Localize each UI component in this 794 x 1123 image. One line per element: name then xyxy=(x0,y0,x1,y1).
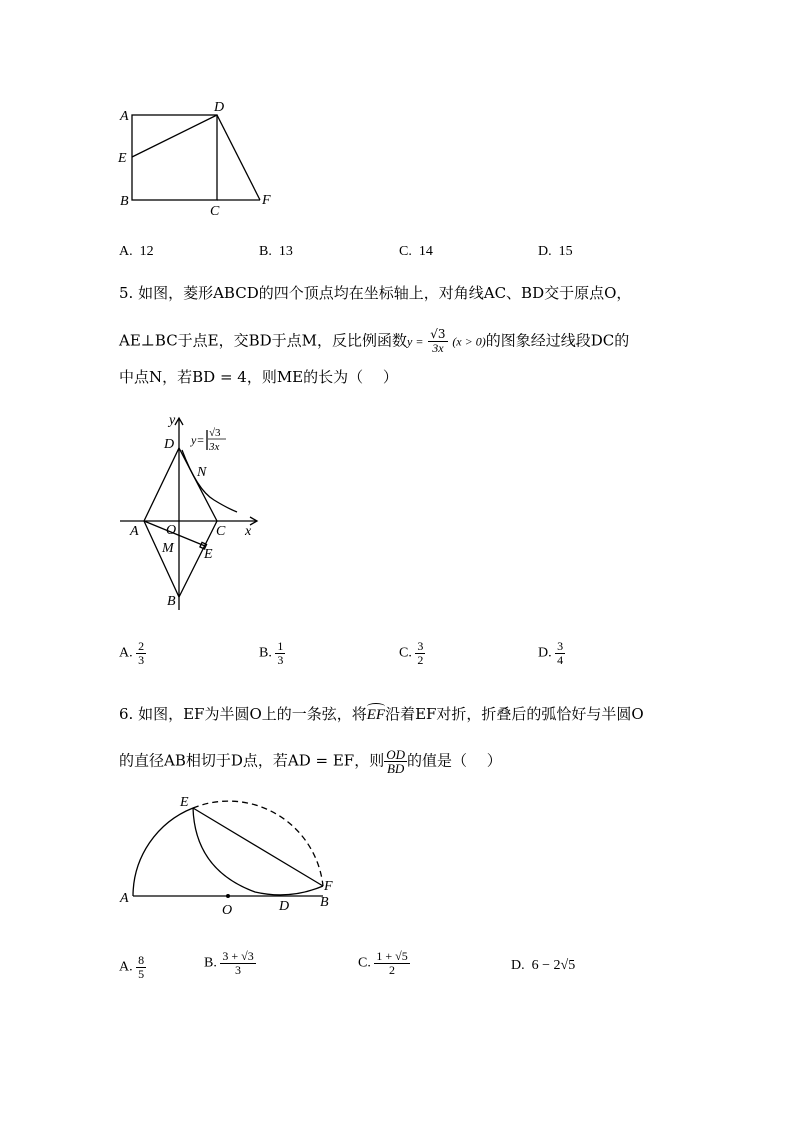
q5-line1: 5. 如图，菱形ABCD的四个顶点均在坐标轴上，对角线AC、BD交于原点O， xyxy=(119,284,632,302)
label-d: D xyxy=(214,100,225,115)
label-o: O xyxy=(222,903,233,915)
label-o: O xyxy=(166,523,177,538)
q5-line3: 中点N，若BD = 4，则ME的长为（ ） xyxy=(119,368,398,386)
label-a: A xyxy=(120,891,129,906)
q6-line1: 6. 如图，EF为半圆O上的一条弦，将 EF沿着EF对折，折叠后的弧恰好与半圆O xyxy=(119,705,644,723)
label-e: E xyxy=(118,151,127,166)
label-x-axis: x xyxy=(245,524,252,539)
label-d: D xyxy=(164,437,175,452)
q5-option-a: A. $\frac{2}{3}$ xyxy=(119,639,145,667)
label-n: N xyxy=(197,465,207,480)
func-label-y: y= xyxy=(191,433,205,447)
label-e: E xyxy=(180,795,189,810)
q6-line2: 的直径AB相切于D点，若AD = EF，则 $\frac{OD}{BD}$ 的值是（ ） xyxy=(119,747,502,776)
label-c: C xyxy=(216,524,226,539)
q5-option-c: C. $\frac{3}{2}$ xyxy=(399,639,424,667)
q5-line2: AE⊥BC于点E，交BD于点M，反比例函数y = $\frac{√3}{3x}$ (x > 0)的图象经过线段DC的 xyxy=(119,327,630,355)
label-c: C xyxy=(210,204,220,219)
q4-option-d: D. 15 xyxy=(538,244,573,259)
q6-option-c: C. $\frac{1 + √5}{2}$ xyxy=(358,949,408,977)
label-b: B xyxy=(167,594,176,609)
func-label-den: 3x xyxy=(209,441,220,453)
figure-rhombus-coordinate xyxy=(112,410,262,615)
q6-option-b: B. $\frac{3 + √3}{3}$ xyxy=(204,949,254,977)
label-e: E xyxy=(204,547,213,562)
label-a: A xyxy=(130,524,139,539)
q4-option-a: A. 12 xyxy=(119,244,154,259)
q5-option-d: D. $\frac{3}{4}$ xyxy=(538,639,564,667)
func-label-num: √3 xyxy=(209,427,221,439)
label-m: M xyxy=(162,541,174,556)
q6-option-d: D. 6 − 2√5 xyxy=(511,958,576,973)
label-b: B xyxy=(320,895,329,910)
label-f: F xyxy=(324,879,333,894)
label-f: F xyxy=(262,193,271,208)
label-a: A xyxy=(120,109,129,124)
figure-square-triangle xyxy=(110,95,280,220)
arc-ef: EF xyxy=(367,707,385,724)
figure-semicircle-fold xyxy=(115,790,345,915)
q4-option-c: C. 14 xyxy=(399,244,433,259)
label-b: B xyxy=(120,194,129,209)
q6-option-a: A. $\frac{8}{5}$ xyxy=(119,953,145,981)
q4-option-b: B. 13 xyxy=(259,244,293,259)
q5-option-b: B. $\frac{1}{3}$ xyxy=(259,639,284,667)
label-d: D xyxy=(279,899,290,914)
label-y-axis: y xyxy=(169,413,176,428)
